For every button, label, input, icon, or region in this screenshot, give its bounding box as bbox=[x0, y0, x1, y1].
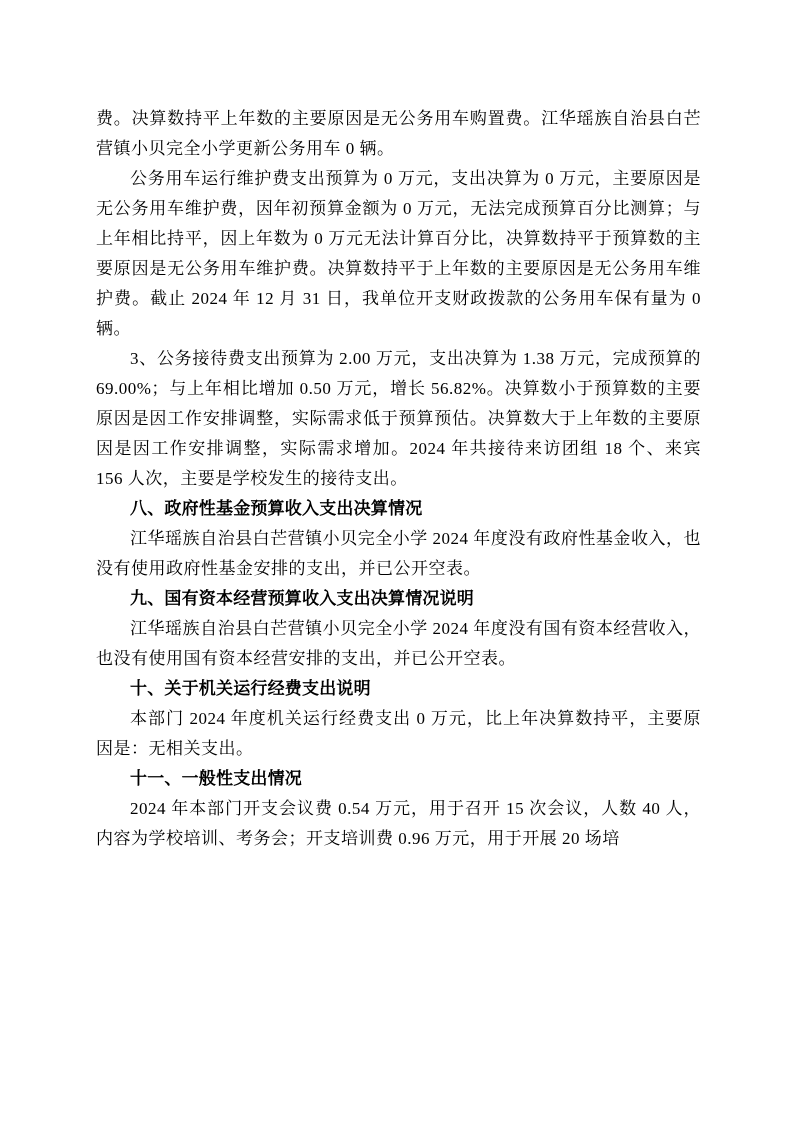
paragraph: 3、公务接待费支出预算为 2.00 万元，支出决算为 1.38 万元，完成预算的 69.00%；与上年相比增加 0.50 万元，增长 56.82%。决算数小于预算数的主要原因是因工作安排调整，实际需求低于预算预估。决算数大于上年数的主要原因是因工作安排调整，实际需求增加。2024 年共接待来访团组 18 个、来宾 156 人次，主要是学校发生的接待支出。 bbox=[96, 349, 701, 488]
section-heading: 十、关于机关运行经费支出说明 bbox=[130, 679, 371, 698]
paragraph: 江华瑶族自治县白芒营镇小贝完全小学 2024 年度没有政府性基金收入，也没有使用政府性基金安排的支出，并已公开空表。 bbox=[96, 529, 701, 578]
section-heading: 九、国有资本经营预算收入支出决算情况说明 bbox=[130, 589, 474, 608]
paragraph: 江华瑶族自治县白芒营镇小贝完全小学 2024 年度没有国有资本经营收入，也没有使用国有资本经营安排的支出，并已公开空表。 bbox=[96, 619, 701, 668]
paragraph: 费。决算数持平上年数的主要原因是无公务用车购置费。江华瑶族自治县白芒营镇小贝完全小学更新公务用车 0 辆。 bbox=[96, 109, 701, 158]
section-heading: 十一、一般性支出情况 bbox=[130, 769, 302, 788]
paragraph: 公务用车运行维护费支出预算为 0 万元，支出决算为 0 万元，主要原因是无公务用车维护费，因年初预算金额为 0 万元，无法完成预算百分比测算；与上年相比持平，因上年数为 0 万元无法计算百分比，决算数持平于预算数的主要原因是无公务用车维护费。决算数持平于上年数的主要原因是无公务用车维护费。截止 2024 年 12 月 31 日，我单位开支财政拨款的公务用车保有量为 0 辆。 bbox=[96, 169, 701, 338]
paragraph: 2024 年本部门开支会议费 0.54 万元，用于召开 15 次会议，人数 40 人，内容为学校培训、考务会；开支培训费 0.96 万元，用于开展 20 场培 bbox=[96, 799, 701, 848]
document-body bbox=[96, 104, 701, 854]
paragraph: 本部门 2024 年度机关运行经费支出 0 万元，比上年决算数持平，主要原因是：无相关支出。 bbox=[96, 709, 701, 758]
section-heading: 八、政府性基金预算收入支出决算情况 bbox=[130, 499, 423, 518]
